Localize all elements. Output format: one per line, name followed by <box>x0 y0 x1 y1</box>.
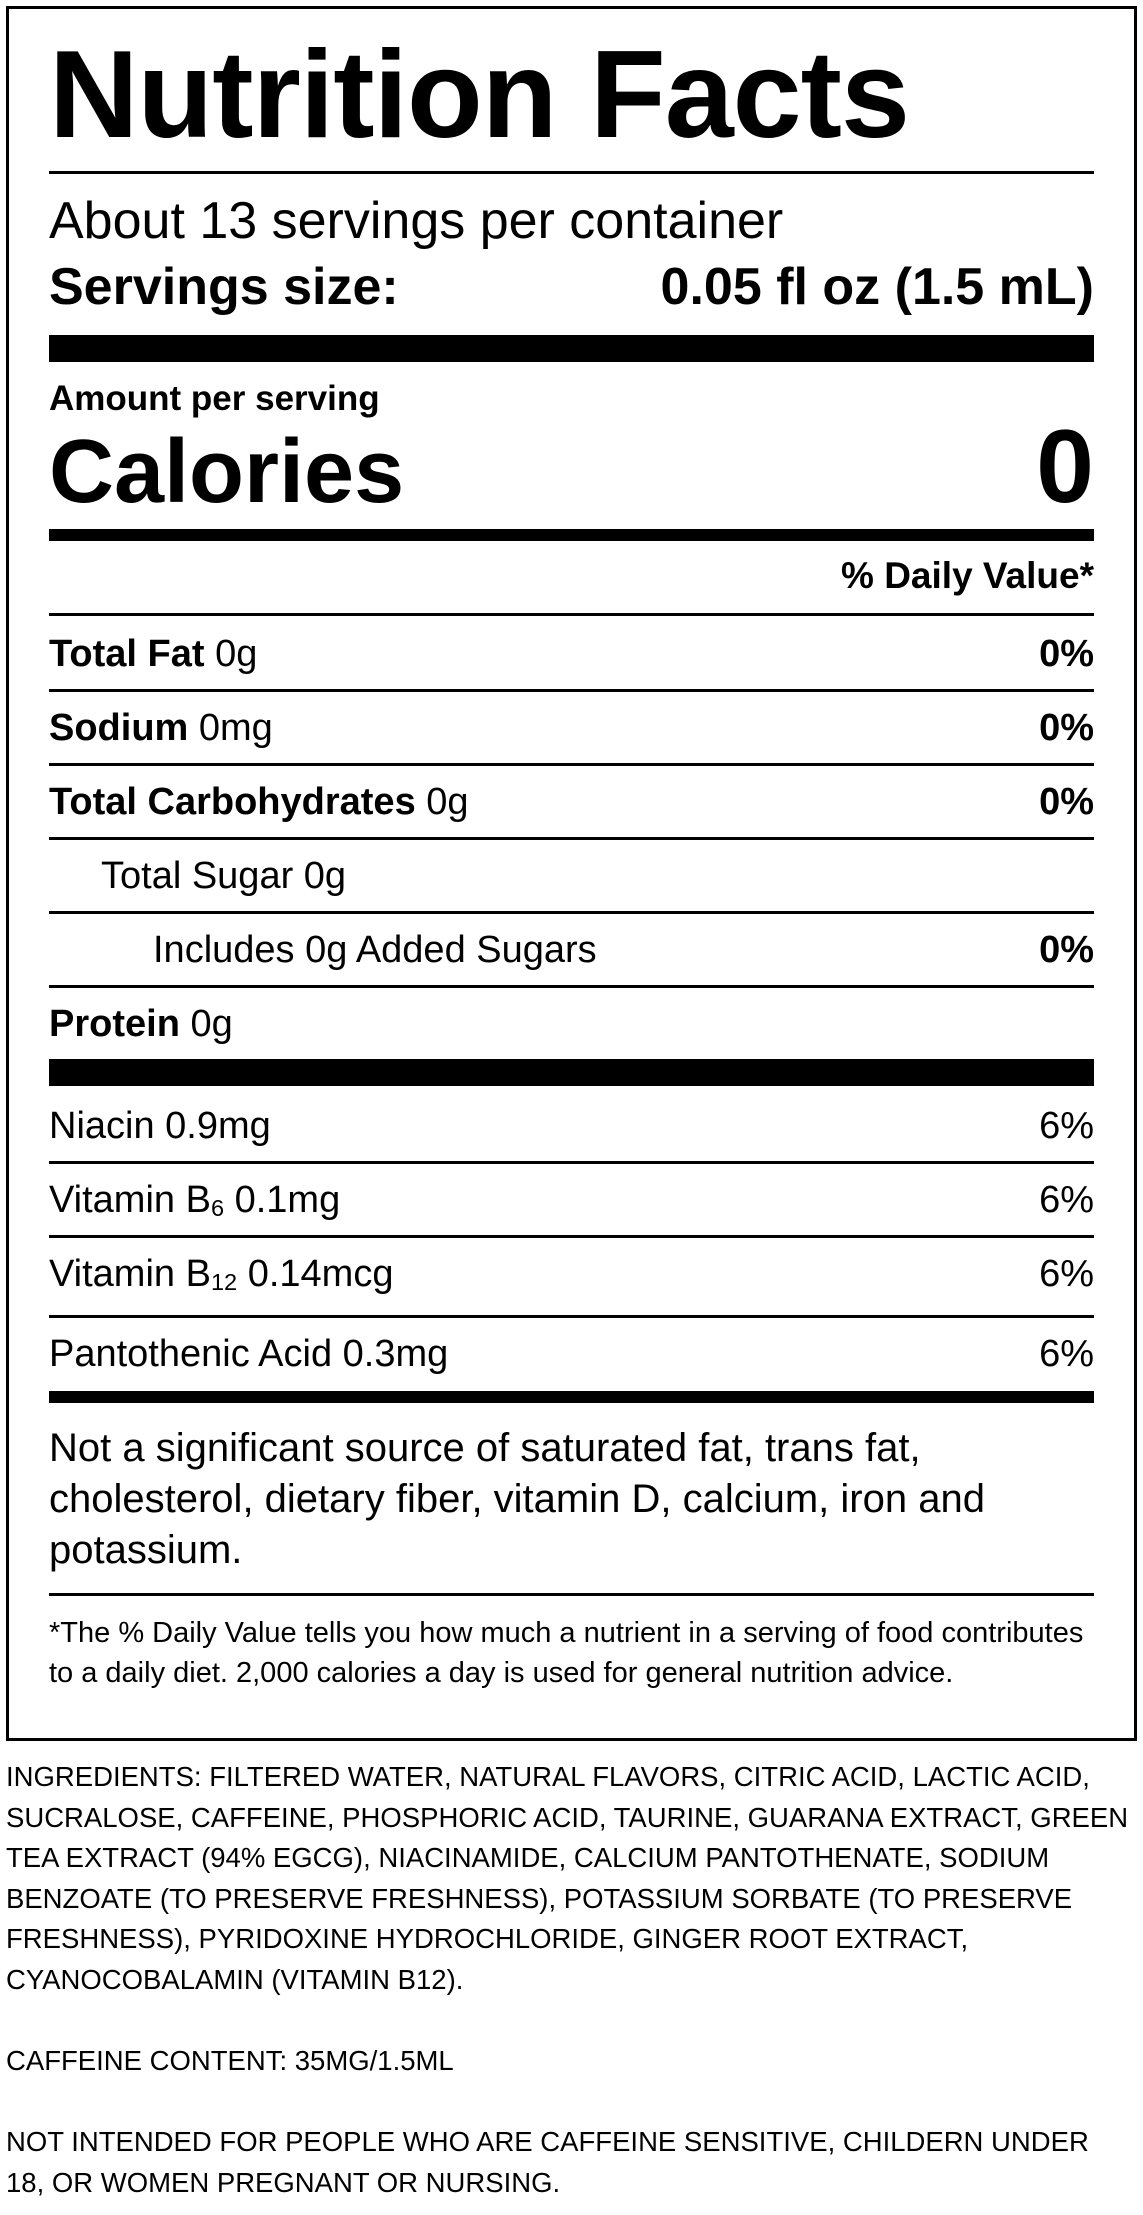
vitamin-name: Pantothenic Acid <box>49 1333 333 1375</box>
vitamin-dv: 6% <box>1039 1105 1094 1147</box>
vitamin-subscript: 6 <box>210 1195 225 1222</box>
vitamin-subscript: 12 <box>210 1269 238 1296</box>
divider <box>49 763 1094 766</box>
vitamin-name: Niacin <box>49 1105 155 1147</box>
daily-value-header: % Daily Value* <box>841 555 1094 596</box>
nutrient-row-total-carbohydrates <box>49 783 469 821</box>
nutrient-amount: 0g <box>426 781 469 823</box>
nutrient-row-added-sugars: Includes 0g Added Sugars <box>153 929 597 971</box>
vitamin-name: Vitamin B <box>49 1253 211 1295</box>
nutrient-name: Total Carbohydrates <box>49 781 416 823</box>
divider <box>49 613 1094 616</box>
divider <box>49 1315 1094 1318</box>
nutrient-amount: 0g <box>190 1003 233 1045</box>
thick-divider <box>49 1059 1094 1086</box>
divider <box>49 985 1094 988</box>
medium-divider <box>49 1391 1094 1403</box>
divider <box>49 1235 1094 1238</box>
vitamin-amount: 0.14mcg <box>247 1253 394 1295</box>
vitamin-row-b6 <box>49 1179 341 1222</box>
divider <box>49 1161 1094 1164</box>
caffeine-warning: NOT INTENDED FOR PEOPLE WHO ARE CAFFEINE SENSITIVE, CHILDERN UNDER 18, OR WOMEN PREGNANT OR NURSING. <box>6 2126 1089 2198</box>
divider <box>49 689 1094 692</box>
servings-per-container: About 13 servings per container <box>49 192 784 250</box>
amount-per-serving: Amount per serving <box>49 379 380 418</box>
serving-size-value: 0.05 fl oz (1.5 mL) <box>660 258 1094 316</box>
calories-label: Calories <box>49 422 405 522</box>
vitamin-amount: 0.9mg <box>165 1105 271 1147</box>
nutrient-name: Sodium <box>49 707 189 749</box>
vitamin-row-niacin <box>49 1107 271 1145</box>
vitamin-dv: 6% <box>1039 1253 1094 1295</box>
nutrient-dv: 0% <box>1039 633 1094 675</box>
vitamin-dv: 6% <box>1039 1179 1094 1221</box>
serving-size-label: Servings size: <box>49 258 399 316</box>
nutrient-amount: 0mg <box>198 707 273 749</box>
divider <box>49 911 1094 914</box>
vitamin-amount: 0.1mg <box>234 1179 341 1221</box>
divider <box>49 837 1094 840</box>
divider <box>49 171 1094 174</box>
nutrient-row-total-sugar: Total Sugar 0g <box>101 855 347 897</box>
nutrient-name: Total Fat <box>49 633 205 675</box>
vitamin-row-pantothenic-acid <box>49 1335 448 1373</box>
nutrient-dv: 0% <box>1039 781 1094 823</box>
thick-divider <box>49 335 1094 362</box>
not-significant-statement: Not a significant source of saturated fat, trans fat, cholesterol, dietary fiber, vitamin D, calcium, iron and potassium. <box>49 1426 985 1572</box>
nutrient-amount: 0g <box>215 633 258 675</box>
calories-value: 0 <box>1036 409 1094 525</box>
daily-value-footnote: *The % Daily Value tells you how much a nutrient in a serving of food contributes to a daily diet. 2,000 calories a day is used for general nutrition advice. <box>49 1617 1084 1689</box>
nutrient-row-protein <box>49 1005 233 1043</box>
divider <box>49 1593 1094 1596</box>
caffeine-content: CAFFEINE CONTENT: 35MG/1.5ML <box>6 2045 454 2076</box>
vitamin-row-b12 <box>49 1253 394 1296</box>
nutrient-name: Protein <box>49 1003 180 1045</box>
nutrient-dv: 0% <box>1039 707 1094 749</box>
vitamin-name: Vitamin B <box>49 1179 211 1221</box>
nutrient-row-sodium <box>49 709 273 747</box>
nutrition-facts-title: Nutrition Facts <box>49 26 909 164</box>
nutrient-dv: 0% <box>1039 929 1094 971</box>
ingredients-list: INGREDIENTS: FILTERED WATER, NATURAL FLAVORS, CITRIC ACID, LACTIC ACID, SUCRALOSE, CAFFEINE, PHOSPHORIC ACID, TAURINE, GUARANA EXTRACT, GREEN TEA EXTRACT (94% EGCG), NIACINAMIDE, CALCIUM PANTOTHENATE, SODIUM BENZOATE (TO PRESERVE FRESHNESS), POTASSIUM SORBATE (TO PRESERVE FRESHNESS), PYRIDOXINE HYDROCHLORIDE, GINGER ROOT EXTRACT, CYANOCOBALAMIN (VITAMIN B12). <box>6 1761 1129 1995</box>
vitamin-amount: 0.3mg <box>342 1333 449 1375</box>
nutrition-facts-panel <box>6 6 1137 1741</box>
nutrient-row-total-fat <box>49 635 257 673</box>
vitamin-dv: 6% <box>1039 1333 1094 1375</box>
medium-divider <box>49 529 1094 541</box>
